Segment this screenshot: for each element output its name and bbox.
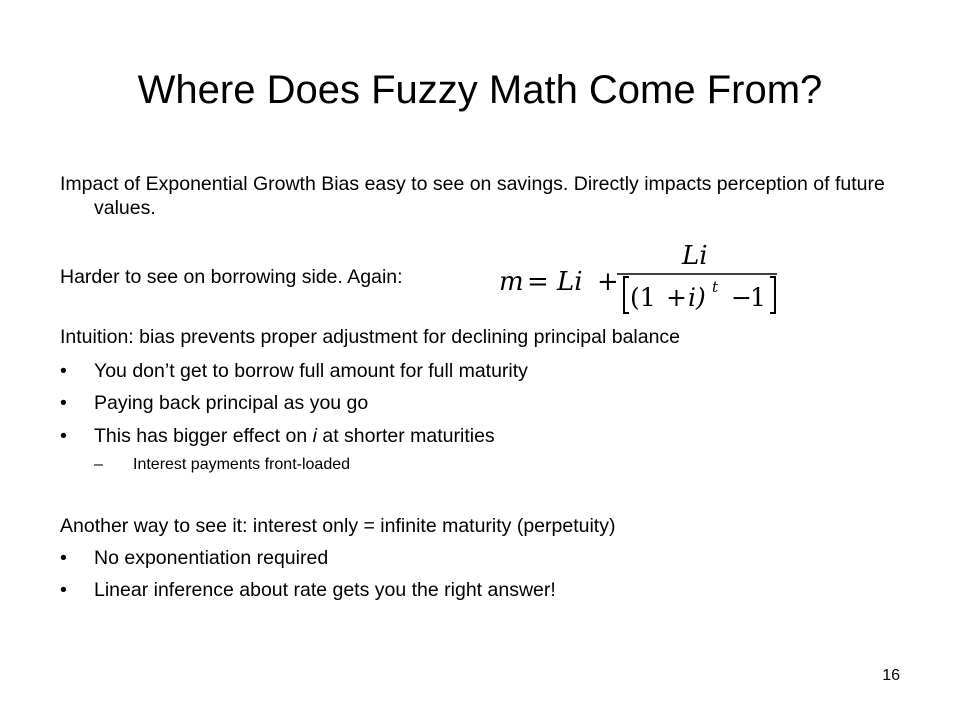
formula-li-term: Li	[557, 267, 583, 297]
slide-title: Where Does Fuzzy Math Come From?	[137, 68, 823, 112]
formula-equals: =	[527, 267, 549, 297]
sub-bullet-text: Interest payments front-loaded	[133, 456, 351, 473]
bullet-text	[94, 424, 495, 448]
formula-exponent: t	[712, 278, 719, 296]
formula-m: m	[499, 267, 524, 297]
loan-payment-formula	[487, 238, 797, 320]
formula-plus: +	[597, 267, 619, 297]
bullet-icon: •	[60, 425, 67, 447]
formula-numerator: Li	[682, 241, 708, 271]
right-bracket	[770, 277, 775, 313]
bullet-text: Paying back principal as you go	[94, 392, 369, 414]
borrowing-label: Harder to see on borrowing side. Again:	[60, 266, 403, 288]
formula-den-plus: +	[666, 283, 687, 312]
dash-icon: –	[94, 456, 103, 473]
bullet-icon: •	[60, 579, 67, 601]
intuition-heading: Intuition: bias prevents proper adjustment for declining principal balance	[60, 326, 681, 348]
bullet-icon: •	[60, 360, 67, 382]
left-bracket	[624, 277, 629, 313]
bullet-text: Linear inference about rate gets you the right answer!	[94, 579, 556, 601]
bullet-text: You don’t get to borrow full amount for full maturity	[94, 360, 528, 382]
bullet-text: No exponentiation required	[94, 547, 329, 569]
bullet-icon: •	[60, 547, 67, 569]
formula-den-open: (1	[630, 283, 656, 312]
page-number: 16	[882, 667, 900, 684]
another-way-heading: Another way to see it: interest only = infinite maturity (perpetuity)	[60, 515, 616, 537]
intro-paragraph: Impact of Exponential Growth Bias easy to see on savings. Directly impacts perception of future values.	[60, 173, 885, 219]
variable-i: i	[312, 425, 317, 447]
bullet-text-after: at shorter maturities	[316, 425, 495, 447]
formula-den-minus: −	[731, 283, 752, 312]
formula-den-i: i)	[688, 283, 706, 312]
formula-den-one: 1	[750, 283, 766, 312]
bullet-icon: •	[60, 392, 67, 414]
bullet-text-before: This has bigger effect on	[94, 425, 313, 447]
